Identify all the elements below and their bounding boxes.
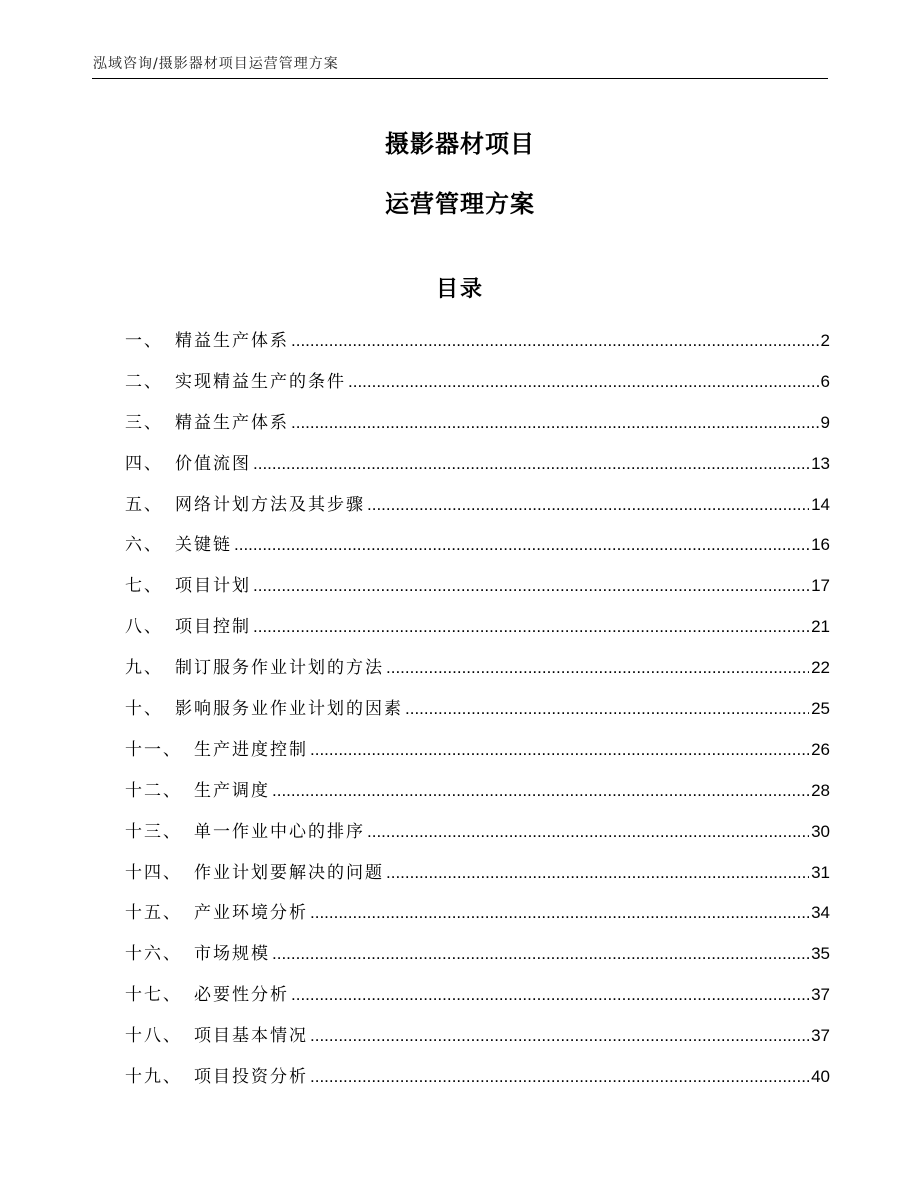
toc-entry[interactable] (125, 1062, 830, 1103)
toc-dot-leader (310, 1026, 809, 1046)
toc-entry-page-number: 26 (811, 739, 830, 759)
toc-dot-leader (272, 781, 809, 801)
toc-dot-leader (253, 454, 809, 474)
toc-entry-label: 生产进度控制 (194, 739, 308, 760)
toc-dot-leader (291, 985, 809, 1005)
toc-entry-number: 七、 (125, 576, 163, 597)
toc-entry-page-number: 22 (811, 658, 830, 678)
toc-dot-leader (367, 822, 809, 842)
toc-entry-label: 项目控制 (175, 617, 251, 638)
toc-heading: 目录 (435, 277, 484, 302)
toc-entry-number: 十二、 (125, 780, 182, 801)
toc-entry[interactable] (125, 735, 830, 776)
toc-entry-page-number: 17 (811, 576, 830, 596)
toc-entry-number: 十五、 (125, 903, 182, 924)
toc-entry-page-number: 31 (811, 862, 830, 882)
toc-entry-label: 生产调度 (194, 780, 270, 801)
toc-entry-page-number: 37 (811, 985, 830, 1005)
toc-entry[interactable] (125, 939, 830, 980)
toc-entry-label: 项目计划 (175, 576, 251, 597)
toc-entry[interactable] (125, 367, 830, 408)
toc-entry-number: 九、 (125, 658, 163, 679)
toc-entry-page-number: 21 (811, 617, 830, 637)
toc-dot-leader (348, 372, 819, 392)
toc-entry-page-number: 25 (811, 699, 830, 719)
toc-entry-label: 项目投资分析 (194, 1067, 308, 1088)
toc-entry-page-number: 40 (811, 1067, 830, 1087)
toc-entry-label: 精益生产体系 (175, 331, 289, 351)
table-of-contents (125, 326, 830, 1103)
toc-entry-label: 价值流图 (175, 453, 251, 474)
toc-entry-label: 作业计划要解决的问题 (194, 862, 384, 883)
toc-entry-number: 十八、 (125, 1026, 182, 1047)
document-title-line-2: 运营管理方案 (385, 190, 535, 218)
toc-entry-label: 实现精益生产的条件 (175, 371, 346, 392)
toc-entry-number: 十、 (125, 699, 163, 720)
toc-entry-label: 关键链 (175, 535, 232, 556)
toc-entry-number: 六、 (125, 535, 163, 556)
toc-entry-label: 项目基本情况 (194, 1026, 308, 1047)
toc-entry-page-number: 2 (820, 331, 830, 350)
toc-dot-leader (386, 658, 809, 678)
toc-dot-leader (405, 699, 809, 719)
toc-entry[interactable] (125, 653, 830, 694)
toc-entry-page-number: 35 (811, 944, 830, 964)
toc-entry-label: 单一作业中心的排序 (194, 821, 365, 842)
toc-dot-leader (310, 1067, 809, 1087)
toc-entry[interactable] (125, 612, 830, 653)
toc-entry-page-number: 16 (811, 535, 830, 555)
toc-entry-label: 制订服务作业计划的方法 (175, 658, 384, 679)
toc-entry-number: 十三、 (125, 821, 182, 842)
toc-dot-leader (272, 944, 809, 964)
page-header: 泓域咨询/摄影器材项目运营管理方案 (93, 56, 339, 72)
toc-entry-label: 网络计划方法及其步骤 (175, 494, 365, 515)
toc-entry[interactable] (125, 449, 830, 490)
toc-entry-number: 八、 (125, 617, 163, 638)
toc-entry-number: 十一、 (125, 739, 182, 760)
header-divider (92, 78, 828, 79)
toc-entry-number: 十六、 (125, 944, 182, 965)
toc-entry[interactable] (125, 694, 830, 735)
toc-entry-label: 必要性分析 (194, 985, 289, 1006)
toc-dot-leader (234, 535, 809, 555)
document-title-line-1: 摄影器材项目 (385, 130, 535, 158)
toc-entry-page-number: 13 (811, 453, 830, 473)
toc-entry-label: 精益生产体系 (175, 412, 289, 433)
toc-dot-leader (386, 863, 809, 883)
toc-entry-number: 四、 (125, 453, 163, 474)
toc-entry[interactable] (125, 817, 830, 858)
toc-entry-number: 十九、 (125, 1067, 182, 1088)
toc-entry-label: 影响服务业作业计划的因素 (175, 699, 403, 720)
toc-entry-page-number: 6 (820, 371, 830, 391)
toc-entry-page-number: 34 (811, 903, 830, 923)
toc-entry[interactable] (125, 571, 830, 612)
toc-entry-label: 产业环境分析 (194, 903, 308, 924)
toc-entry-page-number: 28 (811, 780, 830, 800)
toc-entry[interactable] (125, 530, 830, 571)
toc-entry[interactable] (125, 898, 830, 939)
toc-entry[interactable] (125, 326, 830, 367)
toc-entry-number: 十四、 (125, 862, 182, 883)
toc-dot-leader (253, 576, 809, 596)
toc-entry-number: 三、 (125, 412, 163, 433)
toc-entry-page-number: 14 (811, 494, 830, 514)
toc-entry-label: 市场规模 (194, 944, 270, 965)
toc-entry-page-number: 9 (820, 412, 830, 432)
toc-entry[interactable] (125, 408, 830, 449)
toc-entry[interactable] (125, 858, 830, 899)
toc-entry[interactable] (125, 980, 830, 1021)
toc-entry-number: 一、 (125, 331, 163, 351)
toc-entry[interactable] (125, 490, 830, 531)
toc-entry-number: 五、 (125, 494, 163, 515)
toc-dot-leader (367, 495, 809, 515)
toc-dot-leader (310, 903, 809, 923)
toc-entry-number: 二、 (125, 371, 163, 392)
toc-dot-leader (291, 413, 819, 433)
toc-entry-page-number: 30 (811, 821, 830, 841)
toc-dot-leader (253, 617, 809, 637)
toc-dot-leader (310, 740, 809, 760)
toc-entry-page-number: 37 (811, 1026, 830, 1046)
toc-entry[interactable] (125, 776, 830, 817)
toc-entry[interactable] (125, 1021, 830, 1062)
toc-dot-leader (291, 331, 819, 351)
toc-entry-number: 十七、 (125, 985, 182, 1006)
